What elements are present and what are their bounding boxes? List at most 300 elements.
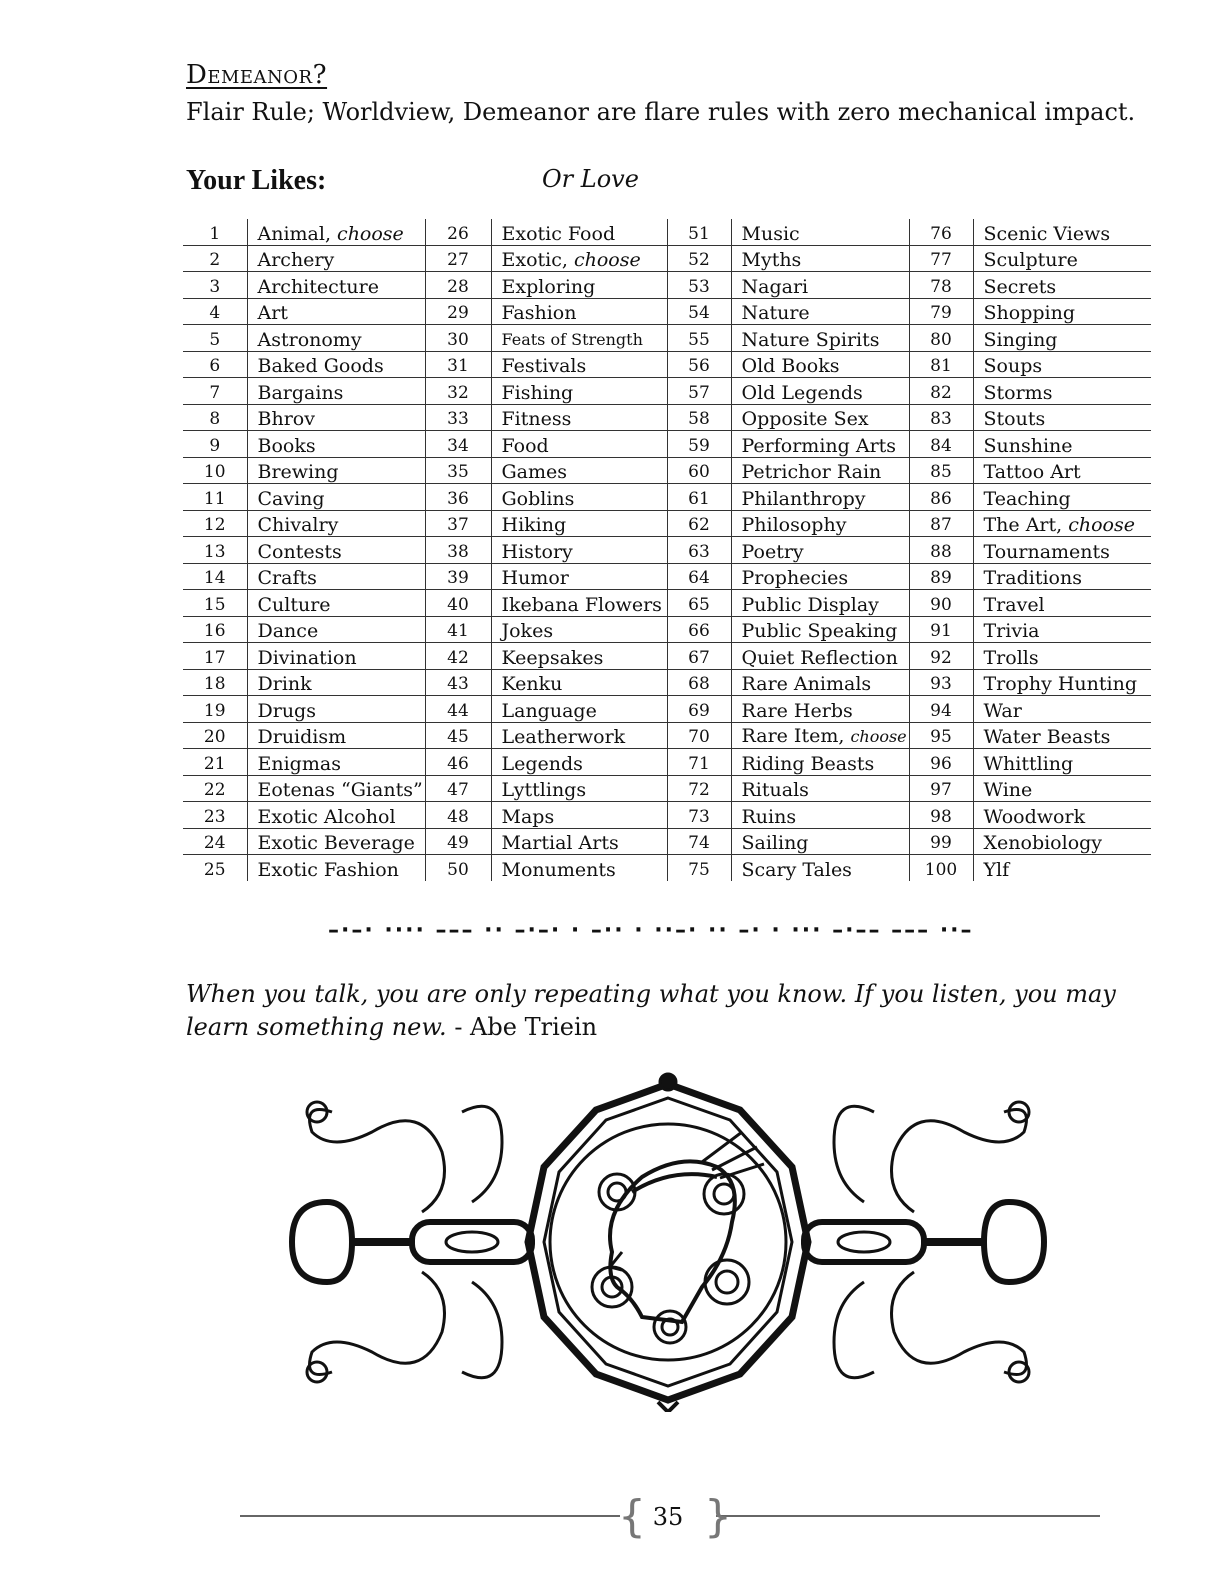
- like-text: Fashion: [501, 302, 577, 324]
- footer-rule-right: [716, 1515, 1100, 1517]
- like-number: 84: [909, 431, 973, 458]
- page-number: 35: [652, 1503, 684, 1531]
- like-number: 41: [425, 616, 491, 643]
- like-text: Ikebana Flowers: [501, 593, 662, 616]
- like-label: [247, 563, 425, 590]
- like-number: 36: [425, 484, 491, 511]
- like-text: Language: [501, 699, 597, 722]
- like-text: Whittling: [983, 752, 1074, 775]
- like-text: Leatherwork: [501, 726, 626, 748]
- like-label: [731, 616, 909, 643]
- like-number: 100: [909, 855, 973, 881]
- like-number: 69: [667, 696, 731, 723]
- like-number: 51: [667, 219, 731, 245]
- love-label: Or Love: [542, 165, 639, 193]
- like-text: Quiet Reflection: [741, 646, 898, 669]
- like-label: [491, 616, 667, 643]
- like-text: Hiking: [501, 514, 567, 536]
- celtic-knot-medallion-warrior-icon: [272, 1072, 1064, 1412]
- like-number: 98: [909, 802, 973, 829]
- like-label: [491, 722, 667, 749]
- like-text: Drink: [257, 673, 312, 695]
- likes-title: Your Likes:: [186, 165, 327, 196]
- like-number: 85: [909, 457, 973, 484]
- like-number: 82: [909, 378, 973, 405]
- like-number: 54: [667, 298, 731, 325]
- like-text: Chivalry: [257, 514, 339, 536]
- like-label: [491, 590, 667, 617]
- like-label: [491, 510, 667, 537]
- like-text: Rituals: [741, 779, 809, 801]
- like-number: 59: [667, 431, 731, 458]
- like-number: 15: [183, 590, 247, 617]
- like-text: Traditions: [983, 567, 1082, 589]
- like-label: [973, 457, 1151, 484]
- quote-text: When you talk, you are only repeating what you know. If you listen, you may learn something new.: [186, 980, 1116, 1041]
- like-number: 74: [667, 828, 731, 855]
- like-number: 48: [425, 802, 491, 829]
- like-text: Art: [257, 302, 288, 324]
- like-number: 34: [425, 431, 491, 458]
- like-number: 3: [183, 272, 247, 299]
- table-row: [183, 457, 1151, 484]
- like-text: History: [501, 540, 573, 563]
- table-row: [183, 590, 1151, 617]
- like-label: [491, 272, 667, 299]
- like-choose-note: choose: [573, 249, 641, 271]
- like-label: [247, 696, 425, 723]
- like-label: [491, 828, 667, 855]
- like-label: [247, 775, 425, 802]
- like-text: Riding Beasts: [741, 752, 875, 775]
- table-row: [183, 643, 1151, 670]
- like-text: Philosophy: [741, 514, 847, 536]
- like-number: 45: [425, 722, 491, 749]
- like-label: [731, 351, 909, 378]
- like-number: 88: [909, 537, 973, 564]
- like-number: 26: [425, 219, 491, 245]
- like-text: Rare Item,: [741, 725, 845, 747]
- like-label: [973, 378, 1151, 405]
- table-row: [183, 669, 1151, 696]
- like-label: [731, 510, 909, 537]
- like-text: Singing: [983, 328, 1058, 351]
- like-number: 43: [425, 669, 491, 696]
- like-number: 78: [909, 272, 973, 299]
- like-text: Kenku: [501, 673, 563, 695]
- like-label: [973, 775, 1151, 802]
- like-number: 58: [667, 404, 731, 431]
- like-text: Bhrov: [257, 408, 315, 430]
- table-row: [183, 802, 1151, 829]
- like-text: The Art,: [983, 514, 1063, 536]
- like-text: Culture: [257, 593, 331, 616]
- like-label: [973, 510, 1151, 537]
- like-number: 8: [183, 404, 247, 431]
- like-text: Bargains: [257, 381, 344, 404]
- like-number: 40: [425, 590, 491, 617]
- like-text: Baked Goods: [257, 355, 384, 377]
- left-brace: {: [618, 1491, 646, 1542]
- like-label: [731, 245, 909, 272]
- like-text: Public Display: [741, 593, 879, 616]
- like-text: Books: [257, 434, 316, 457]
- like-label: [731, 749, 909, 776]
- like-label: [247, 590, 425, 617]
- like-number: 50: [425, 855, 491, 881]
- like-number: 66: [667, 616, 731, 643]
- like-text: Lyttlings: [501, 779, 587, 801]
- like-text: Festivals: [501, 355, 587, 377]
- table-row: [183, 537, 1151, 564]
- like-label: [973, 537, 1151, 564]
- like-number: 14: [183, 563, 247, 590]
- like-number: 46: [425, 749, 491, 776]
- like-text: Crafts: [257, 567, 317, 589]
- like-label: [491, 378, 667, 405]
- like-label: [731, 828, 909, 855]
- like-number: 71: [667, 749, 731, 776]
- like-number: 63: [667, 537, 731, 564]
- like-label: [731, 431, 909, 458]
- table-row: [183, 828, 1151, 855]
- like-text: Nature Spirits: [741, 328, 880, 351]
- table-row: [183, 298, 1151, 325]
- like-text: Myths: [741, 249, 802, 271]
- like-label: [247, 855, 425, 881]
- like-label: [731, 484, 909, 511]
- like-number: 52: [667, 245, 731, 272]
- like-text: Games: [501, 461, 568, 483]
- right-brace: }: [704, 1491, 732, 1542]
- like-label: [973, 828, 1151, 855]
- like-text: Trophy Hunting: [983, 673, 1138, 695]
- like-number: 5: [183, 325, 247, 352]
- like-text: Secrets: [983, 275, 1057, 298]
- section-heading: Demeanor?: [186, 60, 328, 90]
- like-number: 20: [183, 722, 247, 749]
- like-text: Ruins: [741, 805, 797, 828]
- like-number: 19: [183, 696, 247, 723]
- like-text: Dance: [257, 620, 319, 642]
- like-label: [247, 537, 425, 564]
- like-text: Drugs: [257, 699, 316, 722]
- like-number: 64: [667, 563, 731, 590]
- like-label: [247, 325, 425, 352]
- table-row: [183, 219, 1151, 245]
- like-label: [973, 802, 1151, 829]
- like-number: 2: [183, 245, 247, 272]
- like-label: [491, 563, 667, 590]
- like-number: 80: [909, 325, 973, 352]
- like-label: [973, 272, 1151, 299]
- like-number: 25: [203, 859, 226, 880]
- like-text: Divination: [257, 646, 357, 669]
- like-number: 76: [909, 219, 973, 245]
- like-text: Brewing: [257, 461, 339, 483]
- like-label: [491, 537, 667, 564]
- like-label: [247, 404, 425, 431]
- like-label: [973, 616, 1151, 643]
- like-label: [247, 457, 425, 484]
- like-number: 37: [425, 510, 491, 537]
- like-label: [247, 298, 425, 325]
- like-text: Stouts: [983, 408, 1046, 430]
- like-text: Humor: [501, 567, 569, 589]
- like-text: Feats of Strength: [501, 329, 643, 349]
- like-label: [491, 855, 667, 881]
- like-label: [731, 722, 909, 749]
- like-number: 60: [667, 457, 731, 484]
- like-number: 23: [183, 802, 247, 829]
- like-text: Rare Animals: [741, 673, 872, 695]
- like-text: Caving: [257, 487, 325, 510]
- like-text: Contests: [257, 540, 342, 563]
- like-text: Travel: [983, 593, 1045, 616]
- like-text: Tournaments: [983, 540, 1110, 563]
- table-row: [183, 325, 1151, 352]
- like-label: [973, 351, 1151, 378]
- quote: [186, 978, 1146, 1044]
- like-label: [731, 404, 909, 431]
- like-number: 62: [667, 510, 731, 537]
- like-text: Woodwork: [983, 805, 1086, 828]
- like-number: 89: [909, 563, 973, 590]
- like-label: [973, 696, 1151, 723]
- like-number: 75: [667, 855, 731, 881]
- like-text: Trolls: [983, 646, 1039, 669]
- like-number: 44: [425, 696, 491, 723]
- like-number: 55: [667, 325, 731, 352]
- like-number: 38: [425, 537, 491, 564]
- like-text: Exotic Food: [501, 222, 616, 245]
- like-number: 57: [667, 378, 731, 405]
- like-number: 27: [425, 245, 491, 272]
- like-label: [731, 219, 909, 245]
- like-label: [491, 325, 667, 352]
- like-number: 24: [183, 828, 247, 855]
- like-number: 90: [909, 590, 973, 617]
- like-number: 31: [425, 351, 491, 378]
- like-text: Exotic Alcohol: [257, 805, 396, 828]
- like-label: [731, 802, 909, 829]
- like-number: 21: [183, 749, 247, 776]
- like-text: Prophecies: [741, 567, 849, 589]
- table-row: [183, 563, 1151, 590]
- like-label: [973, 643, 1151, 670]
- like-text: Druidism: [257, 726, 347, 748]
- like-label: [973, 722, 1151, 749]
- like-text: Poetry: [741, 540, 804, 563]
- like-label: [247, 669, 425, 696]
- table-row: [183, 775, 1151, 802]
- table-row: [183, 616, 1151, 643]
- like-text: Storms: [983, 381, 1053, 404]
- like-text: War: [983, 699, 1022, 722]
- like-text: Performing Arts: [741, 434, 897, 457]
- like-number: 7: [183, 378, 247, 405]
- like-text: Food: [501, 434, 549, 457]
- like-label: [491, 749, 667, 776]
- like-number: 97: [909, 775, 973, 802]
- like-text: Nagari: [741, 275, 809, 298]
- footer-rule-left: [240, 1515, 620, 1517]
- like-text: Petrichor Rain: [741, 461, 882, 483]
- like-label: [973, 298, 1151, 325]
- like-text: Rare Herbs: [741, 699, 853, 722]
- like-number: 13: [183, 537, 247, 564]
- like-label: [247, 616, 425, 643]
- table-row: [183, 351, 1151, 378]
- like-label: [491, 351, 667, 378]
- like-label: [731, 775, 909, 802]
- like-label: [731, 590, 909, 617]
- like-text: Xenobiology: [983, 832, 1103, 854]
- like-number: 18: [183, 669, 247, 696]
- like-label: [247, 219, 425, 245]
- like-label: [973, 219, 1151, 245]
- like-text: Eotenas “Giants”: [257, 779, 423, 801]
- section-subtitle: Flair Rule; Worldview, Demeanor are flare rules with zero mechanical impact.: [186, 98, 1136, 126]
- like-text: Exotic Fashion: [257, 858, 399, 881]
- like-text: Sculpture: [983, 249, 1078, 271]
- like-text: Animal,: [257, 222, 331, 245]
- like-number: 91: [909, 616, 973, 643]
- like-number: 87: [909, 510, 973, 537]
- like-label: [731, 325, 909, 352]
- like-number: 83: [909, 404, 973, 431]
- like-text: Philanthropy: [741, 487, 866, 510]
- like-label: [491, 669, 667, 696]
- like-label: [247, 510, 425, 537]
- like-number: 56: [667, 351, 731, 378]
- like-number: 93: [909, 669, 973, 696]
- like-number: 99: [909, 828, 973, 855]
- like-label: [973, 404, 1151, 431]
- like-number: 30: [425, 325, 491, 352]
- like-number: 72: [667, 775, 731, 802]
- like-label: [247, 484, 425, 511]
- like-text: Teaching: [983, 487, 1071, 510]
- like-label: [491, 404, 667, 431]
- like-number: 95: [909, 722, 973, 749]
- like-number: 17: [183, 643, 247, 670]
- like-number: 81: [909, 351, 973, 378]
- like-number: 53: [667, 272, 731, 299]
- like-number: 32: [425, 378, 491, 405]
- like-label: [247, 431, 425, 458]
- like-label: [973, 325, 1151, 352]
- like-label: [731, 378, 909, 405]
- like-label: [247, 378, 425, 405]
- like-label: [491, 484, 667, 511]
- like-number: 4: [183, 298, 247, 325]
- table-row: [183, 378, 1151, 405]
- like-number: 47: [425, 775, 491, 802]
- like-choose-note: choose: [1068, 514, 1135, 536]
- table-row: [183, 510, 1151, 537]
- like-label: [731, 563, 909, 590]
- like-text: Enigmas: [257, 752, 341, 775]
- like-text: Jokes: [501, 620, 554, 642]
- like-label: [491, 696, 667, 723]
- like-text: Monuments: [501, 858, 616, 881]
- like-text: Keepsakes: [501, 646, 604, 669]
- table-row: [183, 855, 1151, 881]
- quote-author: - Abe Triein: [446, 1013, 598, 1041]
- like-label: [491, 219, 667, 245]
- like-number: 79: [909, 298, 973, 325]
- like-label: [247, 272, 425, 299]
- like-text: Archery: [257, 249, 335, 271]
- like-label: [731, 669, 909, 696]
- like-text: Goblins: [501, 487, 575, 510]
- like-label: [247, 722, 425, 749]
- like-text: Exploring: [501, 275, 596, 298]
- like-text: Trivia: [983, 620, 1040, 642]
- like-label: [491, 643, 667, 670]
- like-label: [731, 298, 909, 325]
- morse-code-line: –·–· ···· ––– ·· –·–· · –·· · ··–· ·· –· · ··· –·–– ––– ··–: [328, 918, 974, 943]
- like-text: Old Legends: [741, 381, 863, 404]
- like-number: 6: [183, 351, 247, 378]
- like-number: 67: [667, 643, 731, 670]
- table-row: [183, 272, 1151, 299]
- like-label: [491, 245, 667, 272]
- like-number: 29: [425, 298, 491, 325]
- like-number: 10: [183, 457, 247, 484]
- like-label: [973, 669, 1151, 696]
- like-text: Old Books: [741, 355, 840, 377]
- like-label: [491, 775, 667, 802]
- like-label: [973, 431, 1151, 458]
- like-label: [247, 802, 425, 829]
- like-text: Tattoo Art: [983, 461, 1081, 483]
- like-label: [247, 351, 425, 378]
- like-label: [973, 749, 1151, 776]
- like-number: 28: [425, 272, 491, 299]
- table-row: [183, 722, 1151, 749]
- like-label: [731, 537, 909, 564]
- table-row: [183, 749, 1151, 776]
- like-text: Water Beasts: [983, 726, 1111, 748]
- like-label: [973, 590, 1151, 617]
- like-text: Architecture: [257, 275, 379, 298]
- like-text: Shopping: [983, 302, 1075, 324]
- like-label: [731, 696, 909, 723]
- like-number: 16: [183, 616, 247, 643]
- like-text: Fishing: [501, 381, 574, 404]
- like-label: [731, 272, 909, 299]
- like-label: [491, 802, 667, 829]
- like-number: 12: [183, 510, 247, 537]
- like-number: 1: [183, 219, 247, 245]
- like-label: [491, 457, 667, 484]
- like-label: [973, 563, 1151, 590]
- like-number: 22: [183, 775, 247, 802]
- like-number: 86: [909, 484, 973, 511]
- like-label: [247, 749, 425, 776]
- like-label: [247, 245, 425, 272]
- like-number: 61: [667, 484, 731, 511]
- like-number: 96: [909, 749, 973, 776]
- like-label: [491, 298, 667, 325]
- like-text: Legends: [501, 752, 583, 775]
- like-label: [731, 855, 909, 881]
- like-text: Sailing: [741, 832, 809, 854]
- like-number: 92: [909, 643, 973, 670]
- like-label: [247, 643, 425, 670]
